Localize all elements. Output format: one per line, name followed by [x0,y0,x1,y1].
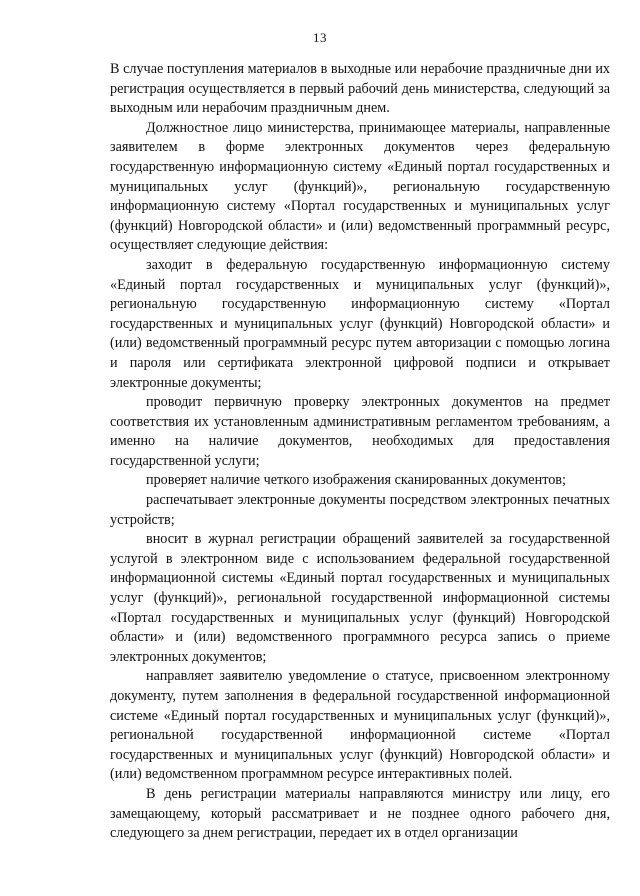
paragraph-holiday-registration: В случае поступления материалов в выходные или нерабочие праздничные дни их регистрация осуществляется в первый рабочий день министерства, следующий за выходным или нерабочим праздничным днем. [110,61,610,117]
paragraph-print-documents: распечатывает электронные документы посредством электронных печатных устройств; [110,492,610,528]
paragraph-login-portal: заходит в федеральную государственную информационную систему «Единый портал государственных и муниципальных услуг (функций)», региональную государственную информационную систему «Портал государственных и муниципальных услуг (функций) Новгородской области» и (или) ведомственный программный ресурс путем авторизации с помощью логина и пароля или сертификата электронной цифровой подписи и открывает электронные документы; [110,256,610,391]
paragraph-official-actions: Должностное лицо министерства, принимающее материалы, направленные заявителем в форме электронных документов через федеральную государственную информационную систему «Единый портал государственных и муниципальных услуг (функций)», региональную государственную информационную систему «Портал государственных и муниципальных услуг (функций) Новгородской области» и (или) ведомственный программный ресурс, осуществляет следующие действия: [110,119,610,254]
page-number: 13 [313,30,327,45]
paragraph-image-check: проверяет наличие четкого изображения сканированных документов; [146,472,566,489]
paragraph-status-notification: направляет заявителю уведомление о статусе, присвоенном электронному документу, путем заполнения в федеральной государственной информационной системе «Единый портал государственных и муниципальных услуг (функций)», региональной государственной информационной системе «Портал государственных и муниципальных услуг (функций) Новгородской области» и (или) ведомственном программном ресурсе интерактивных полей. [110,668,610,783]
paragraph-minister-review: В день регистрации материалы направляются министру или лицу, его замещающему, который рассматривает и не позднее одного рабочего дня, следующего за днем регистрации, передает их в отдел организации [110,785,610,842]
document-body [110,60,610,844]
paragraph-primary-check: проводит первичную проверку электронных документов на предмет соответствия их установленным административным регламентом требованиям, а именно на наличие документов, необходимых для предоставления государственной услуги; [110,394,610,469]
paragraph-journal-entry: вносит в журнал регистрации обращений заявителей за государственной услугой в электронном виде с использованием федеральной государственной информационной системы «Единый портал государственных и муниципальных услуг (функций)», региональной государственной информационной системы «Портал государственных и муниципальных услуг (функций) Новгородской области» и (или) ведомственного программного ресурса запись о приеме электронных документов; [110,531,610,665]
